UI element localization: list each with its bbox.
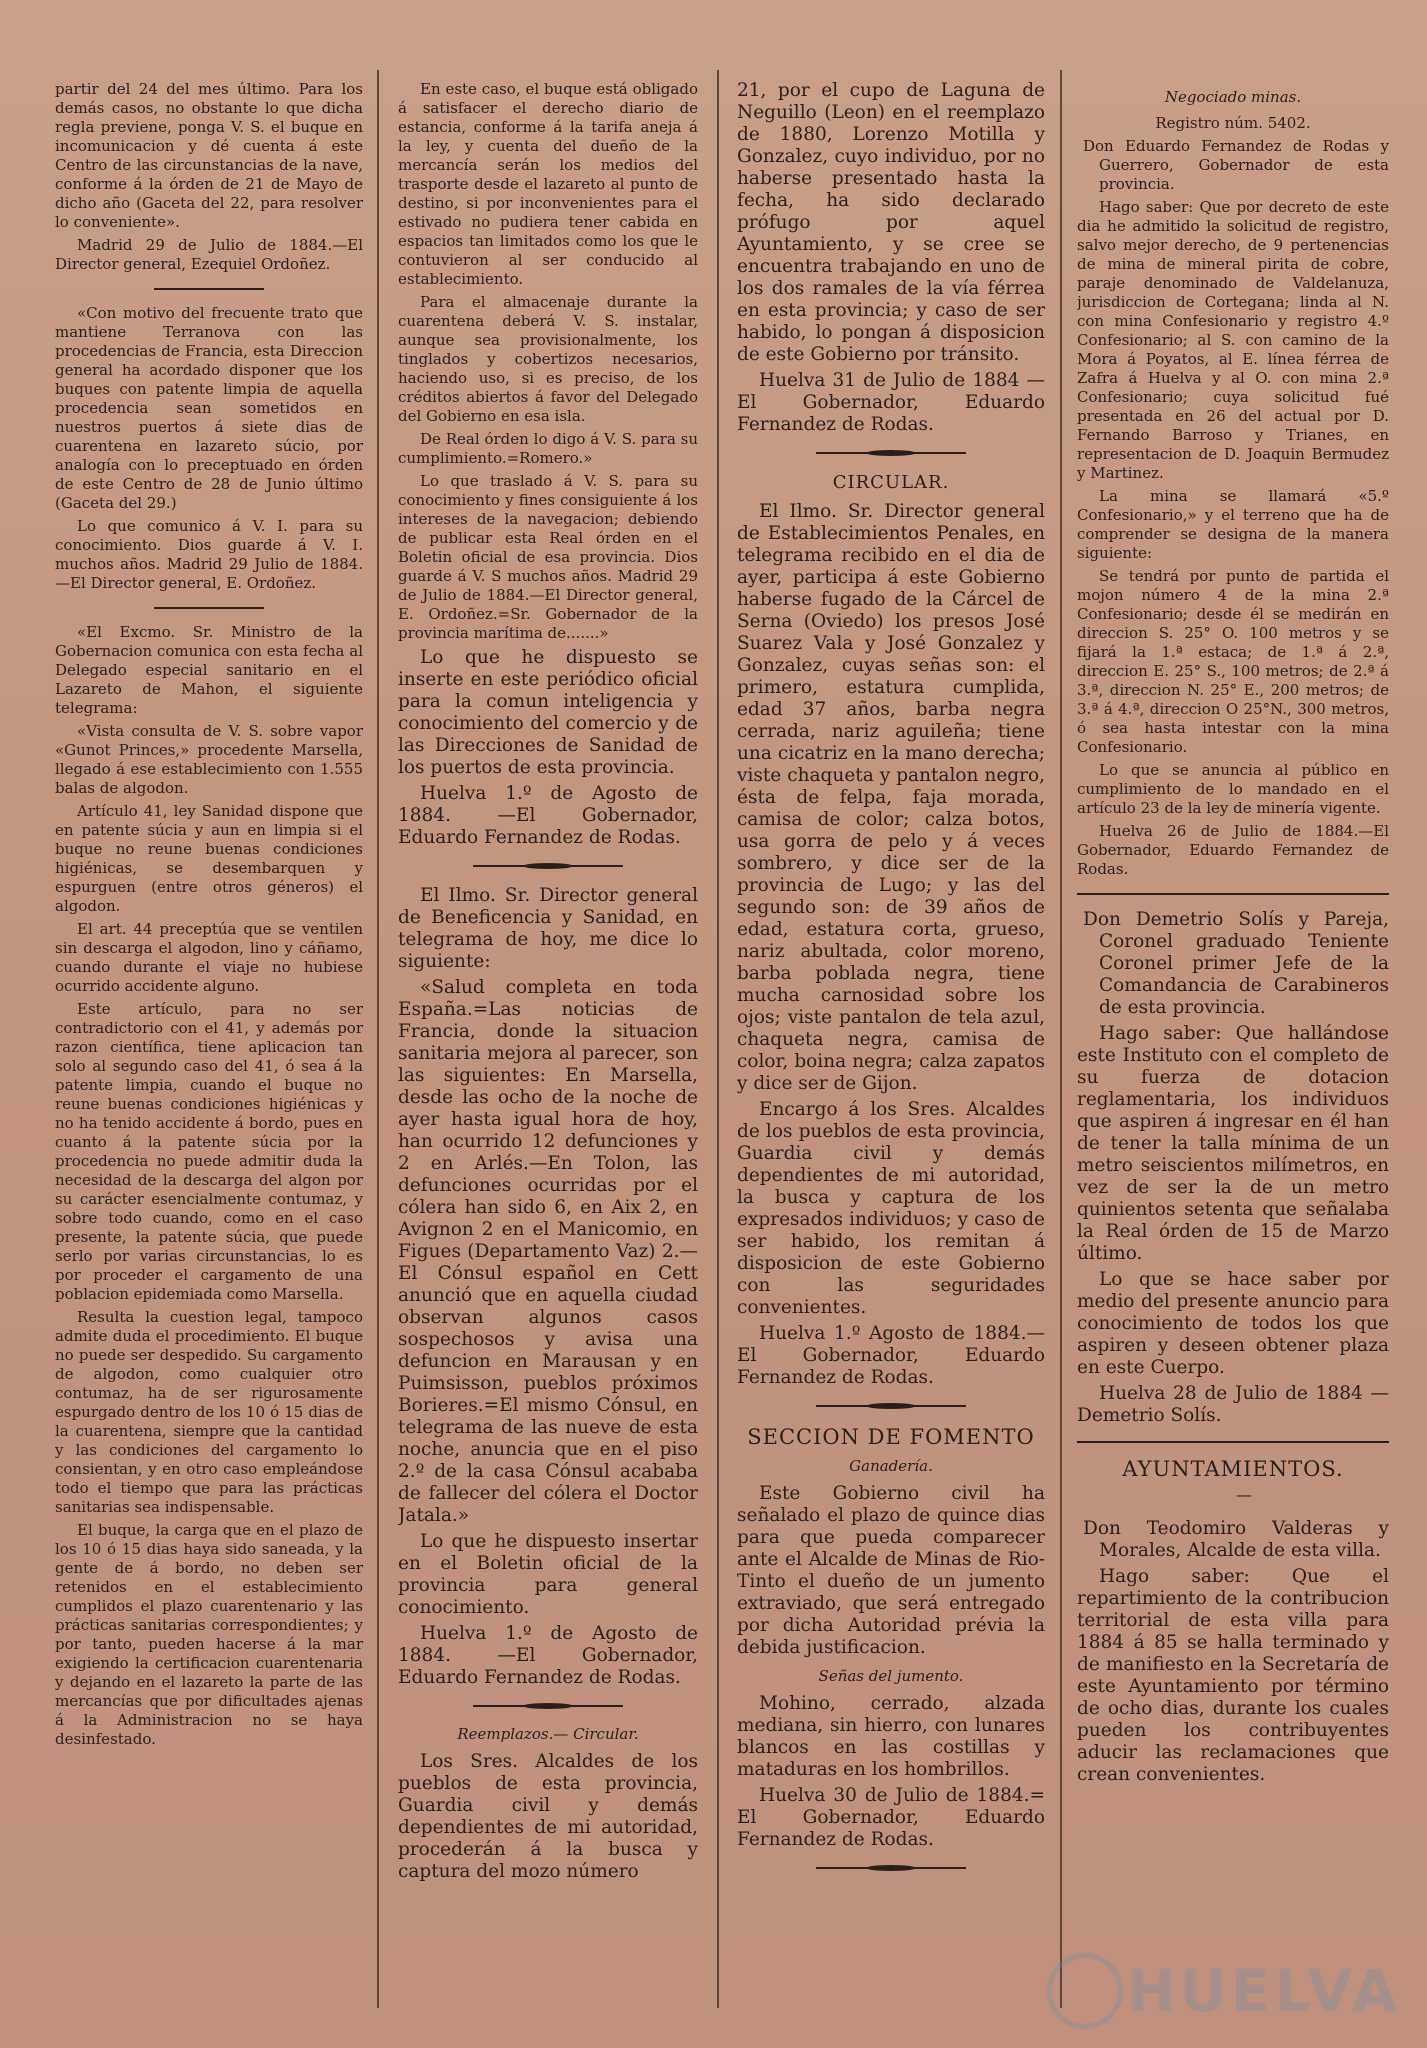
subheading: Señas del jumento.: [818, 1667, 964, 1685]
paragraph: Hago saber: Que por decreto de este dia he admitido la solicitud de registro, salvo mejor derecho, de 9 pertenencias de mina de mineral pirita de cobre, paraje denominado de Valdelanuza, jurisdiccion de Cortegana; linda al N. con mina Confesionario y registro 4.º Confesionario; al S. con camino de la Mora á Poyatos, al E. línea férrea de Zafra á Huelva y al O. con mina 2.ª Confesionario; cuya solicitud fué presentada en 26 del actual por D. Fernando Barroso y Trianes, en representacion de D. Joaquin Bermudez y Martinez.: [1077, 198, 1389, 482]
paragraph: Lo que se anuncia al público en cumplimiento de lo mandado en el artículo 23 de la ley de minería vigente.: [1077, 761, 1389, 817]
paragraph: Don Demetrio Solís y Pareja, Coronel graduado Teniente Coronel primer Jefe de la Comandancia de Carabineros de esta provincia.: [1083, 909, 1389, 1018]
paragraph: Hago saber: Que hallándose este Instituto con el completo de su fuerza de dotacion reglamentaria, los individuos que aspiren á ingresar en él han de tener la talla mínima de un metro seiscientos milímetros, en vez de ser la de un metro quinientos setenta que señalaba la Real órden de 15 de Marzo último.: [1077, 1023, 1389, 1264]
section-separator: [1077, 893, 1389, 895]
paragraph: «Salud completa en toda España.=Las noticias de Francia, donde la situacion sanitaria mejora al parecer, son las siguientes: En Marsella, desde las ocho de la noche de ayer hasta igual hora de hoy, han ocurrido 12 defunciones y 2 en Arlés.—En Tolon, las defunciones ocurridas por el cólera han sido 6, en Aix 2, en Avignon 2 en el Manicomio, en Figues (Departamento Vaz) 2.—El Cónsul español en Cett anunció que en aquella ciudad observan algunos casos sospechosos y avisa una defuncion en Marausan y en Puimsisson, pueblos próximos Borieres.=El mismo Cónsul, en telegrama de las nueve de esta noche, anuncia que en el piso 2.º de la casa Cónsul acababa de fallecer del cólera el Doctor Jatala.»: [398, 977, 698, 1526]
registry-number: Registro núm. 5402.: [1155, 114, 1311, 132]
section-separator: [473, 1701, 623, 1711]
subheading: Reemplazos.— Circular.: [457, 1725, 639, 1743]
section-heading: CIRCULAR.: [832, 472, 950, 493]
paragraph: Lo que he dispuesto se inserte en este periódico oficial para la comun inteligencia y conocimiento del comercio y de las Direcciones de Sanidad de los puertos de esta provincia.: [398, 647, 698, 778]
column-1: [55, 80, 363, 2018]
paragraph: «Vista consulta de V. S. sobre vapor «Gunot Princes,» procedente Marsella, llegado á ese establecimiento con 1.555 balas de algodon.: [55, 722, 363, 797]
column-4: [1077, 80, 1389, 2018]
paragraph: Mohino, cerrado, alzada mediana, sin hierro, con lunares blancos en las costillas y mataduras en los hombrillos.: [737, 1693, 1045, 1780]
column-rule: [1060, 70, 1062, 2008]
paragraph: Huelva 1.º Agosto de 1884.— El Gobernador, Eduardo Fernandez de Rodas.: [737, 1323, 1045, 1388]
paragraph: Huelva 31 de Julio de 1884 — El Gobernador, Eduardo Fernandez de Rodas.: [737, 370, 1045, 435]
dash-divider: —: [1236, 1485, 1252, 1504]
section-separator: [816, 1863, 966, 1873]
paragraph: Resulta la cuestion legal, tampoco admite duda el procedimiento. El buque no puede ser despedido. Su cargamento de algodon, como cualquier otro contumaz, ha de ser rigurosamente espurgado dentro de los 10 ó 15 dias de la cuarentena, siempre que la cantidad y las condiciones del cargamento lo consientan, y en otro caso empleándose todo el tiempo que para las prácticas sanitarias sea indispensable.: [55, 1308, 363, 1516]
paragraph: Los Sres. Alcaldes de los pueblos de esta provincia, Guardia civil y demás dependientes de mi autoridad, procederán á la busca y captura del mozo número: [398, 1751, 698, 1882]
paragraph: Artículo 41, ley Sanidad dispone que en patente súcia y aun en limpia si el buque no reune buenas condiciones higiénicas, se desembarquen y espurguen (entre otros géneros) el algodon.: [55, 802, 363, 915]
paragraph: La mina se llamará «5.º Confesionario,» y el terreno que ha de comprender se designa de la manera siguiente:: [1077, 487, 1389, 562]
paragraph: El art. 44 preceptúa que se ventilen sin descarga el algodon, lino y cáñamo, cuando durante el viaje no hubiese ocurrido accidente alguno.: [55, 920, 363, 995]
paragraph: El buque, la carga que en el plazo de los 10 ó 15 dias haya sido saneada, y la gente de á bordo, no deben ser retenidos en el establecimiento cumplidos el plazo cuarentenario y las prácticas sanitarias correspondientes; y por tanto, pueden hacerse á la mar exigiendo la certificacion cuarentenaria y dejando en el lazareto la parte de las mercancías que por dificultades ajenas á la Administracion no se haya desinfestado.: [55, 1521, 363, 1748]
paragraph: De Real órden lo digo á V. S. para su cumplimiento.=Romero.»: [398, 430, 698, 467]
paragraph: Madrid 29 de Julio de 1884.—El Director general, Ezequiel Ordoñez.: [55, 236, 363, 273]
section-separator: [816, 448, 966, 458]
paragraph: Huelva 1.º de Agosto de 1884. —El Gobernador, Eduardo Fernandez de Rodas.: [398, 1623, 698, 1688]
column-rule: [717, 70, 719, 2008]
paragraph: Don Teodomiro Valderas y Morales, Alcalde de esta villa.: [1083, 1518, 1389, 1561]
paragraph: «Con motivo del frecuente trato que mantiene Terranova con las procedencias de Francia, esta Direccion general ha acordado disponer que los buques con patente limpia de aquella procedencia sean sometidos en nuestros puertos á siete dias de cuarentena en lazareto súcio, por analogía con lo preceptuado en órden de este Centro de 28 de Junio último (Gaceta del 29.): [55, 304, 363, 512]
column-rule: [377, 70, 379, 2008]
paragraph: Este artículo, para no ser contradictorio con el 41, y además por razon científica, tiene aplicacion tan solo al segundo caso del 41, ó sea á la patente limpia, cuando el buque no reune buenas condiciones higiénicas y no ha tenido accidente á bordo, pues en cuanto á la patente súcia por la procedencia no puede admitir duda la necesidad de la descarga del algon por su carácter esencialmente contumaz, y sobre todo cuando, como en el caso presente, la patente súcia, que puede serlo por varias circunstancias, lo es por proceder el cargamento de una poblacion epidemiada como Marsella.: [55, 1000, 363, 1303]
paragraph: El Ilmo. Sr. Director general de Beneficencia y Sanidad, en telegrama de hoy, me dice lo siguiente:: [398, 885, 698, 972]
subheading: Negociado minas.: [1164, 88, 1302, 106]
paragraph: Encargo á los Sres. Alcaldes de los pueblos de esta provincia, Guardia civil y demás dependientes de mi autoridad, la busca y captura de los expresados individuos; y caso de ser habido, los remitan á disposicion de este Gobierno con las seguridades convenientes.: [737, 1099, 1045, 1318]
section-separator: [154, 607, 264, 609]
subheading: Ganadería.: [849, 1457, 933, 1475]
paragraph: Lo que traslado á V. S. para su conocimiento y fines consiguiente á los intereses de la navegacion; debiendo de publicar esta Real órden en el Boletin oficial de esa provincia. Dios guarde á V. S muchos años. Madrid 29 de Julio de 1884.—El Director general, E. Ordoñez.=Sr. Gobernador de la provincia marítima de.......»: [398, 472, 698, 642]
section-separator: [1077, 1441, 1389, 1443]
section-separator: [473, 861, 623, 871]
paragraph: Lo que he dispuesto insertar en el Boletin oficial de la provincia para general conocimiento.: [398, 1531, 698, 1618]
paragraph: Lo que se hace saber por medio del presente anuncio para conocimiento de todos los que aspiren y deseen obtener plaza en este Cuerpo.: [1077, 1269, 1389, 1378]
paragraph: 21, por el cupo de Laguna de Neguillo (Leon) en el reemplazo de 1880, Lorenzo Motilla y Gonzalez, cuyo individuo, por no haberse presentado hasta la fecha, ha sido declarado prófugo por aquel Ayuntamiento, y se cree se encuentra trabajando en uno de los dos ramales de la vía férrea en esta provincia; y caso de ser habido, lo pongan á disposicion de este Gobierno por tránsito.: [737, 80, 1045, 365]
paragraph: Don Eduardo Fernandez de Rodas y Guerrero, Gobernador de esta provincia.: [1083, 137, 1389, 193]
paragraph: Huelva 1.º de Agosto de 1884. —El Gobernador, Eduardo Fernandez de Rodas.: [398, 783, 698, 848]
paragraph: Huelva 30 de Julio de 1884.= El Gobernador, Eduardo Fernandez de Rodas.: [737, 1785, 1045, 1850]
paragraph: Hago saber: Que el repartimiento de la contribucion territorial de esta villa para 1884 á 85 se halla terminado y de manifiesto en la Secretaría de este Ayuntamiento por término de ocho dias, durante los cuales pueden los contribuyentes aducir las reclamaciones que crean convenientes.: [1077, 1566, 1389, 1785]
section-separator: [816, 1401, 966, 1411]
watermark-text: HUELVA: [1127, 1957, 1402, 2025]
paragraph: Lo que comunico á V. I. para su conocimiento. Dios guarde á V. I. muchos años. Madrid 29 Julio de 1884.—El Director general, E. Ordoñez.: [55, 517, 363, 592]
paragraph: Huelva 26 de Julio de 1884.—El Gobernador, Eduardo Fernandez de Rodas.: [1077, 822, 1389, 878]
seal-icon: [1047, 1953, 1123, 2029]
paragraph: Huelva 28 de Julio de 1884 — Demetrio Solís.: [1077, 1383, 1389, 1426]
huelva-watermark: [1107, 1953, 1402, 2033]
paragraph: «El Excmo. Sr. Ministro de la Gobernacion comunica con esta fecha al Delegado especial sanitario en el Lazareto de Mahon, el siguiente telegrama:: [55, 623, 363, 717]
section-heading: SECCION DE FOMENTO: [747, 1425, 1035, 1449]
paragraph: Se tendrá por punto de partida el mojon número 4 de la mina 2.ª Confesionario; desde él se medirán en direccion S. 25° O. 100 metros y se fijará la 1.ª estaca; de 1.ª á 2.ª, direccion E. 25° S., 100 metros; de 2.ª á 3.ª, direccion N. 25° E., 200 metros; de 3.ª á 4.ª, direccion O 25°N., 300 metros, ó sea hasta intestar con la mina Confesionario.: [1077, 567, 1389, 756]
paragraph: Para el almacenaje durante la cuarentena deberá V. S. instalar, aunque sea provisionalmente, los tinglados y cobertizos necesarios, haciendo uso, si es preciso, de los créditos abiertos á favor del Delegado del Gobierno en esa isla.: [398, 293, 698, 425]
section-separator: [154, 288, 264, 290]
column-2: [398, 80, 698, 2018]
column-3: [737, 80, 1045, 2018]
section-heading: AYUNTAMIENTOS.: [1122, 1457, 1344, 1481]
paragraph: partir del 24 del mes último. Para los demás casos, no obstante lo que dicha regla previene, ponga V. S. el buque en incomunicacion y dé cuenta á este Centro de las circunstancias de la nave, conforme á la órden de 21 de Mayo de dicho año (Gaceta del 22, para resolver lo conveniente».: [55, 80, 363, 231]
paragraph: El Ilmo. Sr. Director general de Establecimientos Penales, en telegrama recibido en el dia de ayer, participa á este Gobierno haberse fugado de la Cárcel de Serna (Oviedo) los presos José Suarez Vala y José Gonzalez y Gonzalez, cuyas señas son: el primero, estatura cumplida, edad 37 años, barba negra cerrada, nariz aguileña; tiene una cicatriz en la mano derecha; viste chaqueta y pantalon negro, ésta de felpa, faja morada, camisa de color; calza botos, usa gorra de pelo y á veces sombrero, y dice ser de la provincia de Lugo; y las del segundo son: de 39 años de edad, estatura corta, grueso, nariz abultada, color moreno, barba poblada negra, tiene mucha carnosidad sobre los ojos; viste pantalon de tela azul, chaqueta negra, camisa de color, boina negra; calza zapatos y dice ser de Gijon.: [737, 501, 1045, 1094]
paragraph: En este caso, el buque está obligado á satisfacer el derecho diario de estancia, conforme á la tarifa aneja á la ley, y cuenta del dueño de la mercancía serán los medios del trasporte desde el lazareto al punto de destino, si por inconvenientes para el estivado no pudiera tener cabida en espacios tan limitados como los que le contuvieron al ser conducido al establecimiento.: [398, 80, 698, 288]
paragraph: Este Gobierno civil ha señalado el plazo de quince dias para que pueda comparecer ante el Alcalde de Minas de Rio-Tinto el dueño de un jumento extraviado, que será entregado por dicha Autoridad prévia la debida justificacion.: [737, 1483, 1045, 1658]
